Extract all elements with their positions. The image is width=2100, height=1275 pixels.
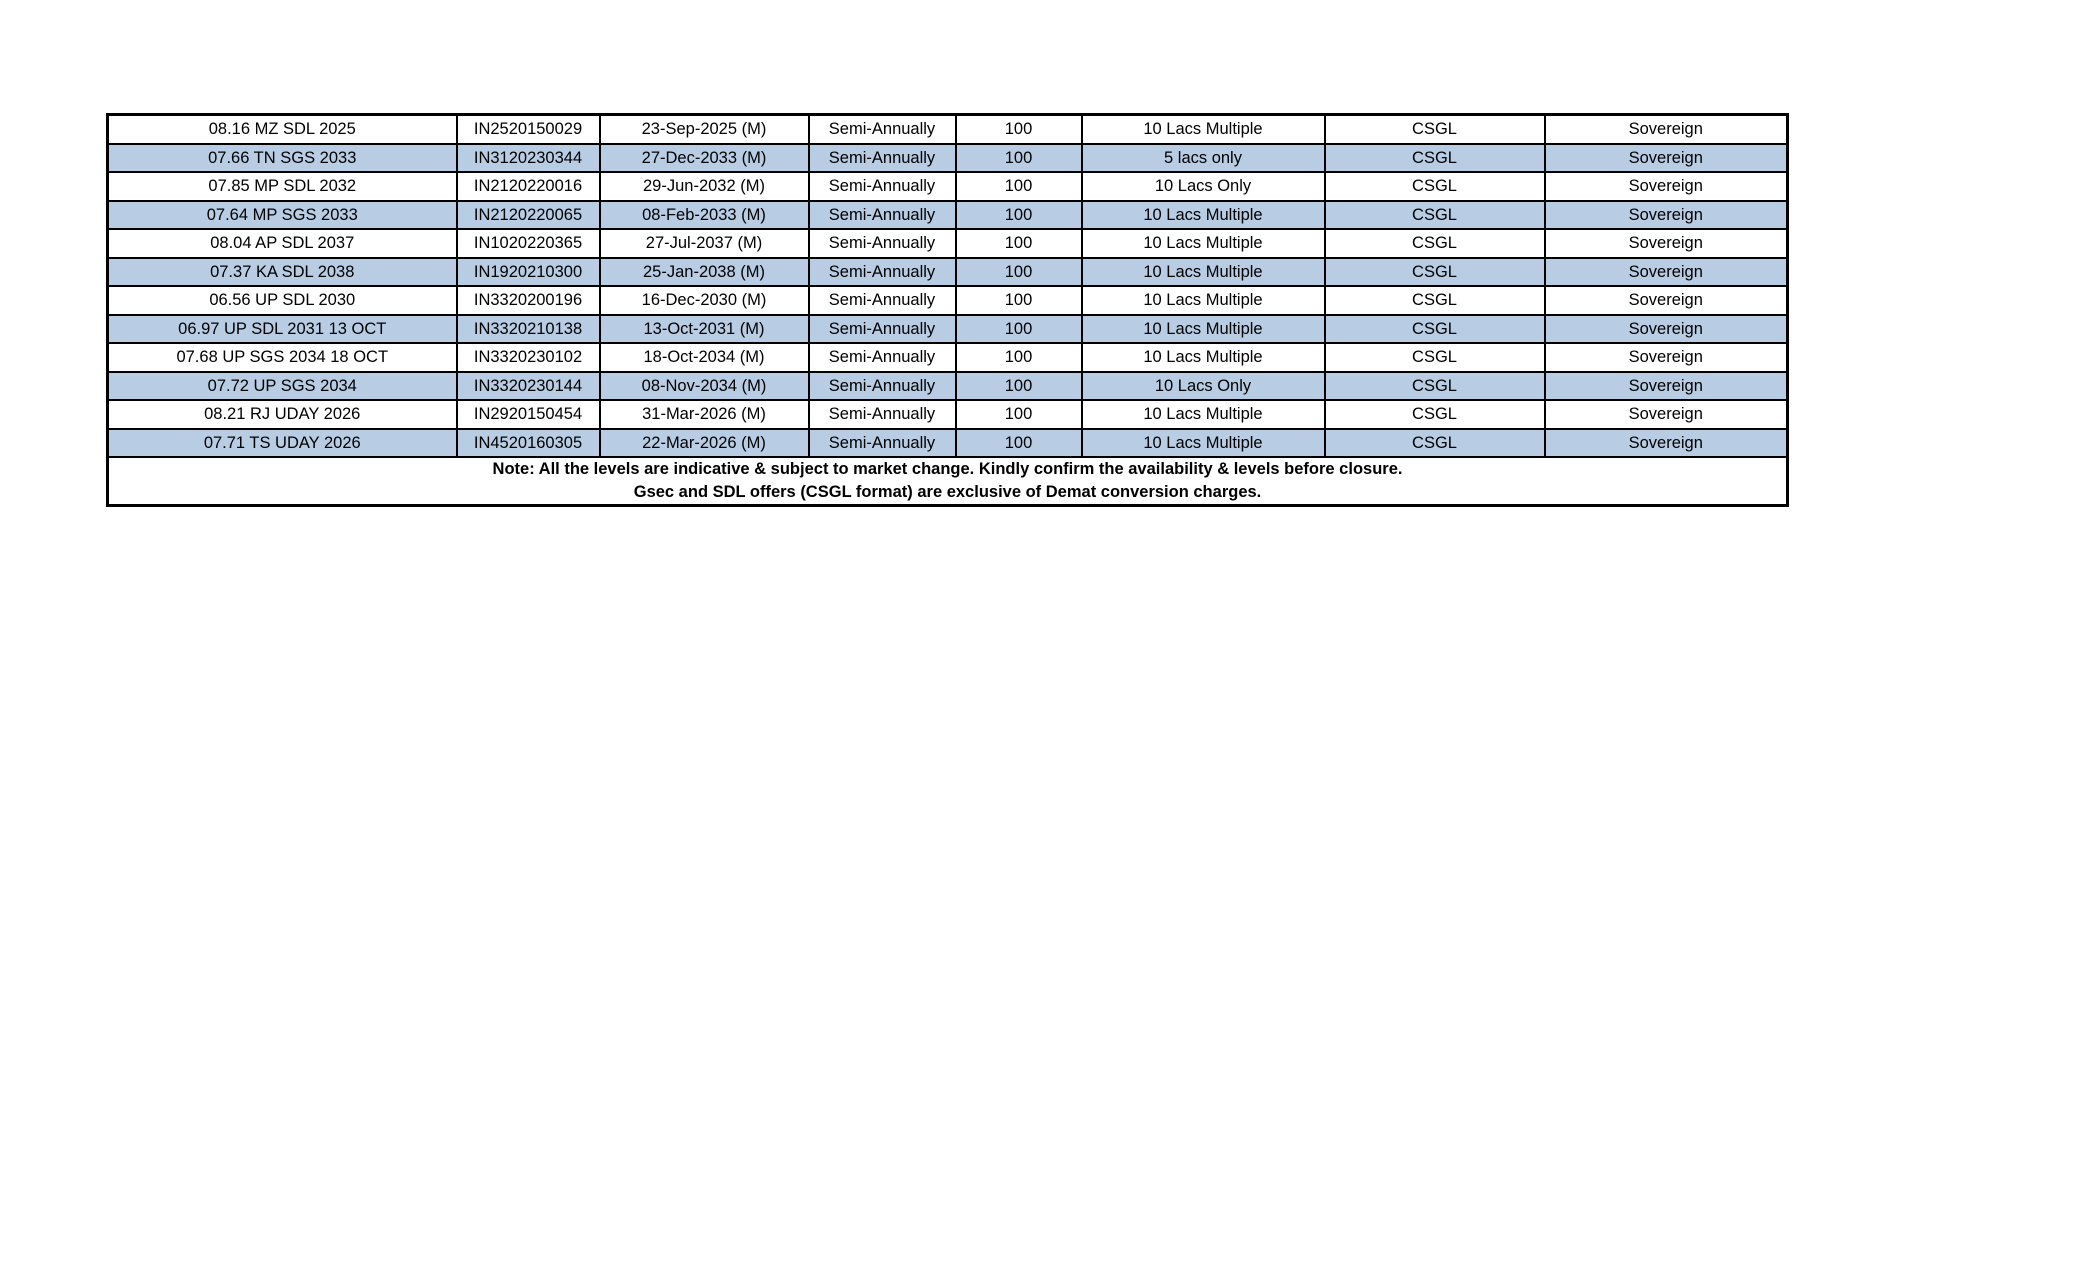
quantum-cell: 10 Lacs Only: [1082, 372, 1325, 401]
bond-offers-table: [106, 113, 1789, 507]
rating-cell: Sovereign: [1545, 429, 1788, 458]
table-row: [108, 172, 1788, 201]
face-value-cell: 100: [956, 229, 1082, 258]
note-line-2: Gsec and SDL offers (CSGL format) are exclusive of Demat conversion charges.: [633, 483, 1262, 501]
isin-cell: IN2920150454: [457, 400, 600, 429]
security-name-cell: 07.85 MP SDL 2032: [108, 172, 457, 201]
maturity-date-cell: 27-Jul-2037 (M): [600, 229, 809, 258]
maturity-date-cell: 31-Mar-2026 (M): [600, 400, 809, 429]
rating-cell: Sovereign: [1545, 286, 1788, 315]
maturity-date-cell: 18-Oct-2034 (M): [600, 343, 809, 372]
spreadsheet-page: [106, 113, 1786, 507]
coupon-frequency-cell: Semi-Annually: [809, 372, 956, 401]
security-name-cell: 07.71 TS UDAY 2026: [108, 429, 457, 458]
table-row: [108, 229, 1788, 258]
holding-form-cell: CSGL: [1325, 429, 1545, 458]
coupon-frequency-cell: Semi-Annually: [809, 400, 956, 429]
security-name-cell: 08.21 RJ UDAY 2026: [108, 400, 457, 429]
holding-form-cell: CSGL: [1325, 286, 1545, 315]
rating-cell: Sovereign: [1545, 172, 1788, 201]
maturity-date-cell: 22-Mar-2026 (M): [600, 429, 809, 458]
coupon-frequency-cell: Semi-Annually: [809, 286, 956, 315]
note-line-1: Note: All the levels are indicative & subject to market change. Kindly confirm the availability & levels before closure.: [492, 460, 1403, 478]
rating-cell: Sovereign: [1545, 315, 1788, 344]
holding-form-cell: CSGL: [1325, 229, 1545, 258]
table-row: [108, 343, 1788, 372]
security-name-cell: 06.56 UP SDL 2030: [108, 286, 457, 315]
coupon-frequency-cell: Semi-Annually: [809, 315, 956, 344]
security-name-cell: 07.72 UP SGS 2034: [108, 372, 457, 401]
coupon-frequency-cell: Semi-Annually: [809, 258, 956, 287]
rating-cell: Sovereign: [1545, 229, 1788, 258]
isin-cell: IN3320230144: [457, 372, 600, 401]
isin-cell: IN3320210138: [457, 315, 600, 344]
table-row: [108, 115, 1788, 144]
face-value-cell: 100: [956, 201, 1082, 230]
isin-cell: IN3320200196: [457, 286, 600, 315]
face-value-cell: 100: [956, 115, 1082, 144]
maturity-date-cell: 08-Feb-2033 (M): [600, 201, 809, 230]
maturity-date-cell: 23-Sep-2025 (M): [600, 115, 809, 144]
table-row: [108, 201, 1788, 230]
isin-cell: IN3120230344: [457, 144, 600, 173]
coupon-frequency-cell: Semi-Annually: [809, 201, 956, 230]
isin-cell: IN4520160305: [457, 429, 600, 458]
holding-form-cell: CSGL: [1325, 400, 1545, 429]
security-name-cell: 08.16 MZ SDL 2025: [108, 115, 457, 144]
isin-cell: IN3320230102: [457, 343, 600, 372]
holding-form-cell: CSGL: [1325, 172, 1545, 201]
table-row: [108, 372, 1788, 401]
coupon-frequency-cell: Semi-Annually: [809, 229, 956, 258]
rating-cell: Sovereign: [1545, 115, 1788, 144]
coupon-frequency-cell: Semi-Annually: [809, 172, 956, 201]
face-value-cell: 100: [956, 400, 1082, 429]
rating-cell: Sovereign: [1545, 372, 1788, 401]
face-value-cell: 100: [956, 172, 1082, 201]
isin-cell: IN1020220365: [457, 229, 600, 258]
coupon-frequency-cell: Semi-Annually: [809, 429, 956, 458]
maturity-date-cell: 08-Nov-2034 (M): [600, 372, 809, 401]
face-value-cell: 100: [956, 343, 1082, 372]
face-value-cell: 100: [956, 315, 1082, 344]
rating-cell: Sovereign: [1545, 144, 1788, 173]
face-value-cell: 100: [956, 429, 1082, 458]
maturity-date-cell: 16-Dec-2030 (M): [600, 286, 809, 315]
isin-cell: IN2520150029: [457, 115, 600, 144]
face-value-cell: 100: [956, 286, 1082, 315]
security-name-cell: 07.66 TN SGS 2033: [108, 144, 457, 173]
maturity-date-cell: 29-Jun-2032 (M): [600, 172, 809, 201]
quantum-cell: 10 Lacs Multiple: [1082, 315, 1325, 344]
isin-cell: IN2120220065: [457, 201, 600, 230]
holding-form-cell: CSGL: [1325, 315, 1545, 344]
maturity-date-cell: 25-Jan-2038 (M): [600, 258, 809, 287]
quantum-cell: 10 Lacs Only: [1082, 172, 1325, 201]
holding-form-cell: CSGL: [1325, 343, 1545, 372]
quantum-cell: 10 Lacs Multiple: [1082, 201, 1325, 230]
quantum-cell: 10 Lacs Multiple: [1082, 258, 1325, 287]
holding-form-cell: CSGL: [1325, 372, 1545, 401]
table-row: [108, 400, 1788, 429]
note-cell: [108, 457, 1788, 506]
quantum-cell: 10 Lacs Multiple: [1082, 286, 1325, 315]
quantum-cell: 10 Lacs Multiple: [1082, 429, 1325, 458]
security-name-cell: 06.97 UP SDL 2031 13 OCT: [108, 315, 457, 344]
face-value-cell: 100: [956, 144, 1082, 173]
rating-cell: Sovereign: [1545, 400, 1788, 429]
holding-form-cell: CSGL: [1325, 258, 1545, 287]
face-value-cell: 100: [956, 372, 1082, 401]
quantum-cell: 10 Lacs Multiple: [1082, 229, 1325, 258]
table-row: [108, 429, 1788, 458]
coupon-frequency-cell: Semi-Annually: [809, 144, 956, 173]
quantum-cell: 10 Lacs Multiple: [1082, 115, 1325, 144]
note-row: [108, 457, 1788, 506]
rating-cell: Sovereign: [1545, 343, 1788, 372]
table-row: [108, 258, 1788, 287]
quantum-cell: 10 Lacs Multiple: [1082, 343, 1325, 372]
rating-cell: Sovereign: [1545, 201, 1788, 230]
isin-cell: IN1920210300: [457, 258, 600, 287]
coupon-frequency-cell: Semi-Annually: [809, 115, 956, 144]
rating-cell: Sovereign: [1545, 258, 1788, 287]
maturity-date-cell: 27-Dec-2033 (M): [600, 144, 809, 173]
security-name-cell: 07.37 KA SDL 2038: [108, 258, 457, 287]
security-name-cell: 07.68 UP SGS 2034 18 OCT: [108, 343, 457, 372]
face-value-cell: 100: [956, 258, 1082, 287]
maturity-date-cell: 13-Oct-2031 (M): [600, 315, 809, 344]
isin-cell: IN2120220016: [457, 172, 600, 201]
table-row: [108, 315, 1788, 344]
holding-form-cell: CSGL: [1325, 115, 1545, 144]
holding-form-cell: CSGL: [1325, 201, 1545, 230]
quantum-cell: 10 Lacs Multiple: [1082, 400, 1325, 429]
table-body: [108, 115, 1788, 506]
security-name-cell: 08.04 AP SDL 2037: [108, 229, 457, 258]
table-row: [108, 144, 1788, 173]
quantum-cell: 5 lacs only: [1082, 144, 1325, 173]
table-row: [108, 286, 1788, 315]
coupon-frequency-cell: Semi-Annually: [809, 343, 956, 372]
holding-form-cell: CSGL: [1325, 144, 1545, 173]
security-name-cell: 07.64 MP SGS 2033: [108, 201, 457, 230]
